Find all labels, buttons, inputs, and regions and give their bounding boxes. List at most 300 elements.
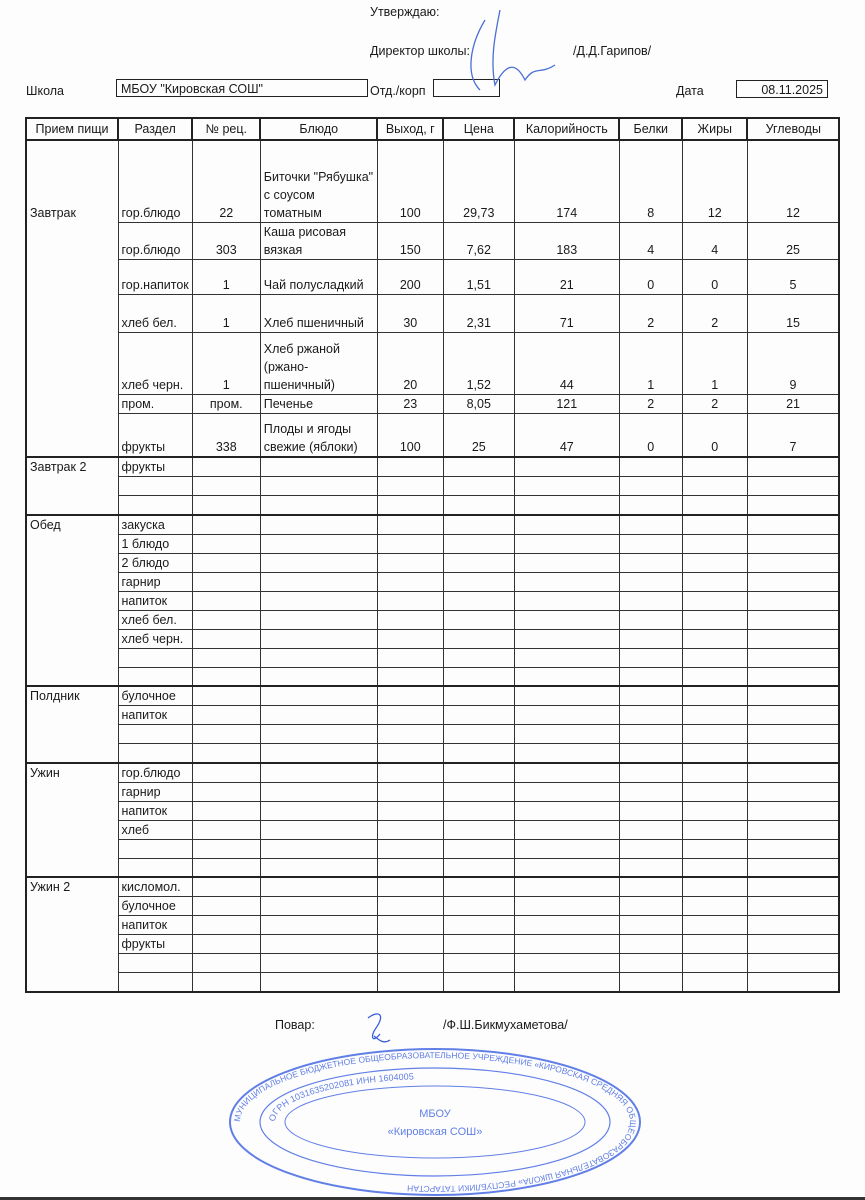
recipe-number-cell <box>192 916 260 935</box>
price-cell: 25 <box>443 413 514 457</box>
protein-cell: 4 <box>619 222 682 259</box>
recipe-number-cell <box>192 858 260 877</box>
recipe-number-cell <box>192 820 260 839</box>
meal-cell: Завтрак <box>26 140 118 222</box>
table-row <box>26 782 839 801</box>
protein-cell <box>619 935 682 954</box>
fat-cell <box>682 534 747 553</box>
yield-cell <box>377 801 443 820</box>
yield-cell <box>377 477 443 496</box>
recipe-number-cell <box>192 667 260 686</box>
dish-cell <box>260 897 377 916</box>
section-cell: пром. <box>118 394 192 413</box>
section-cell: кисломол. <box>118 877 192 897</box>
price-cell <box>443 877 514 897</box>
calories-cell <box>514 667 619 686</box>
dish-cell <box>260 916 377 935</box>
dish-cell <box>260 572 377 591</box>
table-row <box>26 916 839 935</box>
section-cell: булочное <box>118 897 192 916</box>
calories-cell <box>514 706 619 725</box>
section-cell: хлеб <box>118 820 192 839</box>
yield-cell <box>377 782 443 801</box>
section-cell: закуска <box>118 515 192 535</box>
price-cell <box>443 763 514 783</box>
recipe-number-cell <box>192 954 260 973</box>
section-cell <box>118 496 192 515</box>
meal-cell <box>26 973 118 992</box>
fat-cell <box>682 591 747 610</box>
fat-cell <box>682 496 747 515</box>
section-cell <box>118 648 192 667</box>
protein-cell <box>619 591 682 610</box>
column-header: Углеводы <box>747 118 839 140</box>
dish-cell <box>260 744 377 763</box>
price-cell: 7,62 <box>443 222 514 259</box>
protein-cell <box>619 877 682 897</box>
carbs-cell: 5 <box>747 259 839 294</box>
carbs-cell <box>747 534 839 553</box>
carbs-cell <box>747 457 839 477</box>
fat-cell: 2 <box>682 294 747 332</box>
recipe-number-cell <box>192 801 260 820</box>
carbs-cell <box>747 725 839 744</box>
section-cell: напиток <box>118 706 192 725</box>
carbs-cell <box>747 820 839 839</box>
protein-cell <box>619 744 682 763</box>
fat-cell: 2 <box>682 394 747 413</box>
carbs-cell <box>747 496 839 515</box>
table-row <box>26 839 839 858</box>
yield-cell <box>377 553 443 572</box>
recipe-number-cell: 338 <box>192 413 260 457</box>
protein-cell <box>619 610 682 629</box>
column-header: Прием пищи <box>26 118 118 140</box>
yield-cell <box>377 629 443 648</box>
meal-cell <box>26 782 118 801</box>
recipe-number-cell <box>192 782 260 801</box>
calories-cell <box>514 610 619 629</box>
fat-cell <box>682 629 747 648</box>
calories-cell <box>514 782 619 801</box>
yield-cell <box>377 610 443 629</box>
calories-cell: 174 <box>514 140 619 222</box>
cook-name: /Ф.Ш.Бикмухаметова/ <box>443 1018 568 1032</box>
carbs-cell: 21 <box>747 394 839 413</box>
price-cell <box>443 839 514 858</box>
recipe-number-cell <box>192 706 260 725</box>
recipe-number-cell: 22 <box>192 140 260 222</box>
calories-cell: 121 <box>514 394 619 413</box>
calories-cell <box>514 572 619 591</box>
calories-cell <box>514 496 619 515</box>
dish-cell <box>260 820 377 839</box>
fat-cell <box>682 648 747 667</box>
carbs-cell <box>747 706 839 725</box>
calories-cell <box>514 629 619 648</box>
carbs-cell <box>747 553 839 572</box>
table-row <box>26 140 839 222</box>
carbs-cell <box>747 782 839 801</box>
carbs-cell <box>747 686 839 706</box>
protein-cell <box>619 916 682 935</box>
protein-cell <box>619 782 682 801</box>
fat-cell: 4 <box>682 222 747 259</box>
yield-cell <box>377 954 443 973</box>
recipe-number-cell <box>192 744 260 763</box>
fat-cell <box>682 954 747 973</box>
meal-cell <box>26 648 118 667</box>
dish-cell <box>260 973 377 992</box>
yield-cell <box>377 839 443 858</box>
recipe-number-cell <box>192 515 260 535</box>
column-header: Выход, г <box>377 118 443 140</box>
price-cell <box>443 534 514 553</box>
table-row <box>26 477 839 496</box>
protein-cell <box>619 629 682 648</box>
fat-cell <box>682 877 747 897</box>
protein-cell <box>619 897 682 916</box>
yield-cell <box>377 515 443 535</box>
fat-cell <box>682 973 747 992</box>
meal-cell <box>26 394 118 413</box>
dish-cell <box>260 477 377 496</box>
yield-cell <box>377 572 443 591</box>
recipe-number-cell <box>192 839 260 858</box>
dish-cell <box>260 496 377 515</box>
dish-cell: Биточки "Рябушка" с соусом томатным <box>260 140 377 222</box>
section-cell: фрукты <box>118 413 192 457</box>
carbs-cell <box>747 954 839 973</box>
yield-cell <box>377 496 443 515</box>
carbs-cell <box>747 858 839 877</box>
calories-cell <box>514 515 619 535</box>
section-cell <box>118 973 192 992</box>
section-cell: хлеб бел. <box>118 610 192 629</box>
dish-cell <box>260 877 377 897</box>
table-row <box>26 534 839 553</box>
protein-cell <box>619 839 682 858</box>
fat-cell <box>682 667 747 686</box>
table-row <box>26 877 839 897</box>
protein-cell <box>619 553 682 572</box>
table-row <box>26 706 839 725</box>
dish-cell <box>260 839 377 858</box>
meal-cell <box>26 858 118 877</box>
carbs-cell <box>747 935 839 954</box>
meal-cell <box>26 496 118 515</box>
column-header: № рец. <box>192 118 260 140</box>
table-row <box>26 553 839 572</box>
recipe-number-cell <box>192 457 260 477</box>
fat-cell <box>682 916 747 935</box>
carbs-cell <box>747 916 839 935</box>
dish-cell <box>260 935 377 954</box>
yield-cell <box>377 763 443 783</box>
meal-cell: Ужин 2 <box>26 877 118 897</box>
price-cell: 2,31 <box>443 294 514 332</box>
table-row <box>26 591 839 610</box>
yield-cell <box>377 686 443 706</box>
calories-cell <box>514 839 619 858</box>
table-row <box>26 973 839 992</box>
recipe-number-cell <box>192 973 260 992</box>
stamp-center-main: «Кировская СОШ» <box>387 1126 483 1138</box>
protein-cell <box>619 801 682 820</box>
recipe-number-cell <box>192 897 260 916</box>
calories-cell <box>514 916 619 935</box>
table-row <box>26 667 839 686</box>
fat-cell <box>682 610 747 629</box>
section-cell: фрукты <box>118 457 192 477</box>
protein-cell <box>619 496 682 515</box>
yield-cell <box>377 591 443 610</box>
dish-cell <box>260 858 377 877</box>
recipe-number-cell <box>192 686 260 706</box>
calories-cell <box>514 744 619 763</box>
recipe-number-cell <box>192 648 260 667</box>
price-cell <box>443 553 514 572</box>
protein-cell <box>619 457 682 477</box>
price-cell <box>443 782 514 801</box>
table-row <box>26 413 839 457</box>
school-label: Школа <box>26 84 64 98</box>
protein-cell <box>619 667 682 686</box>
price-cell: 1,51 <box>443 259 514 294</box>
carbs-cell <box>747 897 839 916</box>
section-cell: гор.блюдо <box>118 140 192 222</box>
column-header: Цена <box>443 118 514 140</box>
recipe-number-cell: 303 <box>192 222 260 259</box>
carbs-cell <box>747 763 839 783</box>
dept-label: Отд./корп <box>370 84 426 98</box>
price-cell <box>443 725 514 744</box>
table-row <box>26 515 839 535</box>
recipe-number-cell: 1 <box>192 259 260 294</box>
calories-cell <box>514 591 619 610</box>
section-cell: булочное <box>118 686 192 706</box>
dish-cell: Печенье <box>260 394 377 413</box>
yield-cell <box>377 877 443 897</box>
fat-cell <box>682 858 747 877</box>
cook-signature <box>360 1008 400 1046</box>
yield-cell <box>377 725 443 744</box>
protein-cell <box>619 763 682 783</box>
dish-cell <box>260 610 377 629</box>
carbs-cell <box>747 667 839 686</box>
fat-cell <box>682 686 747 706</box>
column-header: Раздел <box>118 118 192 140</box>
price-cell <box>443 973 514 992</box>
fat-cell <box>682 515 747 535</box>
protein-cell <box>619 477 682 496</box>
section-cell <box>118 725 192 744</box>
carbs-cell <box>747 648 839 667</box>
protein-cell <box>619 534 682 553</box>
fat-cell: 1 <box>682 332 747 394</box>
calories-cell: 47 <box>514 413 619 457</box>
protein-cell <box>619 858 682 877</box>
table-header <box>26 118 839 140</box>
protein-cell <box>619 686 682 706</box>
section-cell: фрукты <box>118 935 192 954</box>
calories-cell <box>514 801 619 820</box>
meal-cell: Обед <box>26 515 118 535</box>
dish-cell <box>260 515 377 535</box>
section-cell: напиток <box>118 916 192 935</box>
calories-cell <box>514 686 619 706</box>
dish-cell <box>260 782 377 801</box>
section-cell <box>118 858 192 877</box>
dish-cell: Каша рисовая вязкая <box>260 222 377 259</box>
meal-cell <box>26 259 118 294</box>
section-cell: гор.блюдо <box>118 763 192 783</box>
carbs-cell <box>747 591 839 610</box>
table-row <box>26 610 839 629</box>
recipe-number-cell <box>192 935 260 954</box>
protein-cell: 1 <box>619 332 682 394</box>
yield-cell <box>377 916 443 935</box>
meal-cell <box>26 629 118 648</box>
calories-cell <box>514 763 619 783</box>
fat-cell: 12 <box>682 140 747 222</box>
date-label: Дата <box>676 84 704 98</box>
protein-cell <box>619 572 682 591</box>
price-cell <box>443 858 514 877</box>
fat-cell <box>682 782 747 801</box>
recipe-number-cell <box>192 572 260 591</box>
stamp-inner-text: ОГРН 1031635202081 ИНН 1604005 <box>266 1071 415 1123</box>
price-cell <box>443 515 514 535</box>
calories-cell <box>514 725 619 744</box>
yield-cell <box>377 534 443 553</box>
fat-cell <box>682 744 747 763</box>
menu-table <box>25 117 840 993</box>
column-header: Белки <box>619 118 682 140</box>
dish-cell <box>260 553 377 572</box>
dish-cell <box>260 954 377 973</box>
meal-cell <box>26 294 118 332</box>
recipe-number-cell: 1 <box>192 294 260 332</box>
carbs-cell <box>747 973 839 992</box>
meal-cell <box>26 897 118 916</box>
dish-cell <box>260 534 377 553</box>
table-row <box>26 222 839 259</box>
carbs-cell <box>747 839 839 858</box>
calories-cell <box>514 897 619 916</box>
carbs-cell <box>747 744 839 763</box>
recipe-number-cell <box>192 496 260 515</box>
calories-cell <box>514 954 619 973</box>
fat-cell <box>682 477 747 496</box>
dish-cell <box>260 667 377 686</box>
yield-cell: 200 <box>377 259 443 294</box>
table-row <box>26 935 839 954</box>
yield-cell <box>377 858 443 877</box>
yield-cell: 30 <box>377 294 443 332</box>
protein-cell <box>619 973 682 992</box>
carbs-cell: 9 <box>747 332 839 394</box>
carbs-cell <box>747 610 839 629</box>
protein-cell: 0 <box>619 259 682 294</box>
calories-cell: 183 <box>514 222 619 259</box>
section-cell: гарнир <box>118 782 192 801</box>
protein-cell <box>619 648 682 667</box>
table-row <box>26 858 839 877</box>
yield-cell: 20 <box>377 332 443 394</box>
fat-cell <box>682 457 747 477</box>
protein-cell <box>619 820 682 839</box>
protein-cell <box>619 706 682 725</box>
meal-cell: Завтрак 2 <box>26 457 118 477</box>
price-cell <box>443 820 514 839</box>
recipe-number-cell <box>192 591 260 610</box>
fat-cell <box>682 763 747 783</box>
carbs-cell <box>747 515 839 535</box>
school-stamp <box>225 1047 645 1197</box>
director-label: Директор школы: <box>370 44 470 58</box>
meal-cell <box>26 706 118 725</box>
column-header: Блюдо <box>260 118 377 140</box>
table-row <box>26 820 839 839</box>
recipe-number-cell <box>192 534 260 553</box>
meal-cell <box>26 222 118 259</box>
calories-cell: 21 <box>514 259 619 294</box>
price-cell <box>443 935 514 954</box>
carbs-cell: 25 <box>747 222 839 259</box>
fat-cell <box>682 725 747 744</box>
dish-cell: Хлеб пшеничный <box>260 294 377 332</box>
meal-cell <box>26 916 118 935</box>
meal-cell <box>26 935 118 954</box>
stamp-center-top: МБОУ <box>419 1108 451 1120</box>
fat-cell <box>682 553 747 572</box>
price-cell <box>443 572 514 591</box>
fat-cell <box>682 935 747 954</box>
table-row <box>26 457 839 477</box>
table-row <box>26 801 839 820</box>
dish-cell <box>260 763 377 783</box>
carbs-cell: 7 <box>747 413 839 457</box>
protein-cell <box>619 954 682 973</box>
yield-cell <box>377 706 443 725</box>
director-name: /Д.Д.Гарипов/ <box>573 44 652 58</box>
price-cell <box>443 477 514 496</box>
section-cell: напиток <box>118 591 192 610</box>
meal-cell <box>26 820 118 839</box>
meal-cell <box>26 477 118 496</box>
price-cell <box>443 897 514 916</box>
dish-cell <box>260 725 377 744</box>
yield-cell <box>377 973 443 992</box>
section-cell: хлеб черн. <box>118 332 192 394</box>
table-row <box>26 744 839 763</box>
calories-cell <box>514 648 619 667</box>
protein-cell <box>619 515 682 535</box>
fat-cell: 0 <box>682 413 747 457</box>
protein-cell: 2 <box>619 294 682 332</box>
meal-cell <box>26 725 118 744</box>
carbs-cell <box>747 877 839 897</box>
yield-cell <box>377 820 443 839</box>
recipe-number-cell <box>192 725 260 744</box>
meal-cell: Полдник <box>26 686 118 706</box>
meal-cell <box>26 591 118 610</box>
price-cell: 29,73 <box>443 140 514 222</box>
carbs-cell <box>747 801 839 820</box>
dish-cell <box>260 591 377 610</box>
meal-cell <box>26 954 118 973</box>
